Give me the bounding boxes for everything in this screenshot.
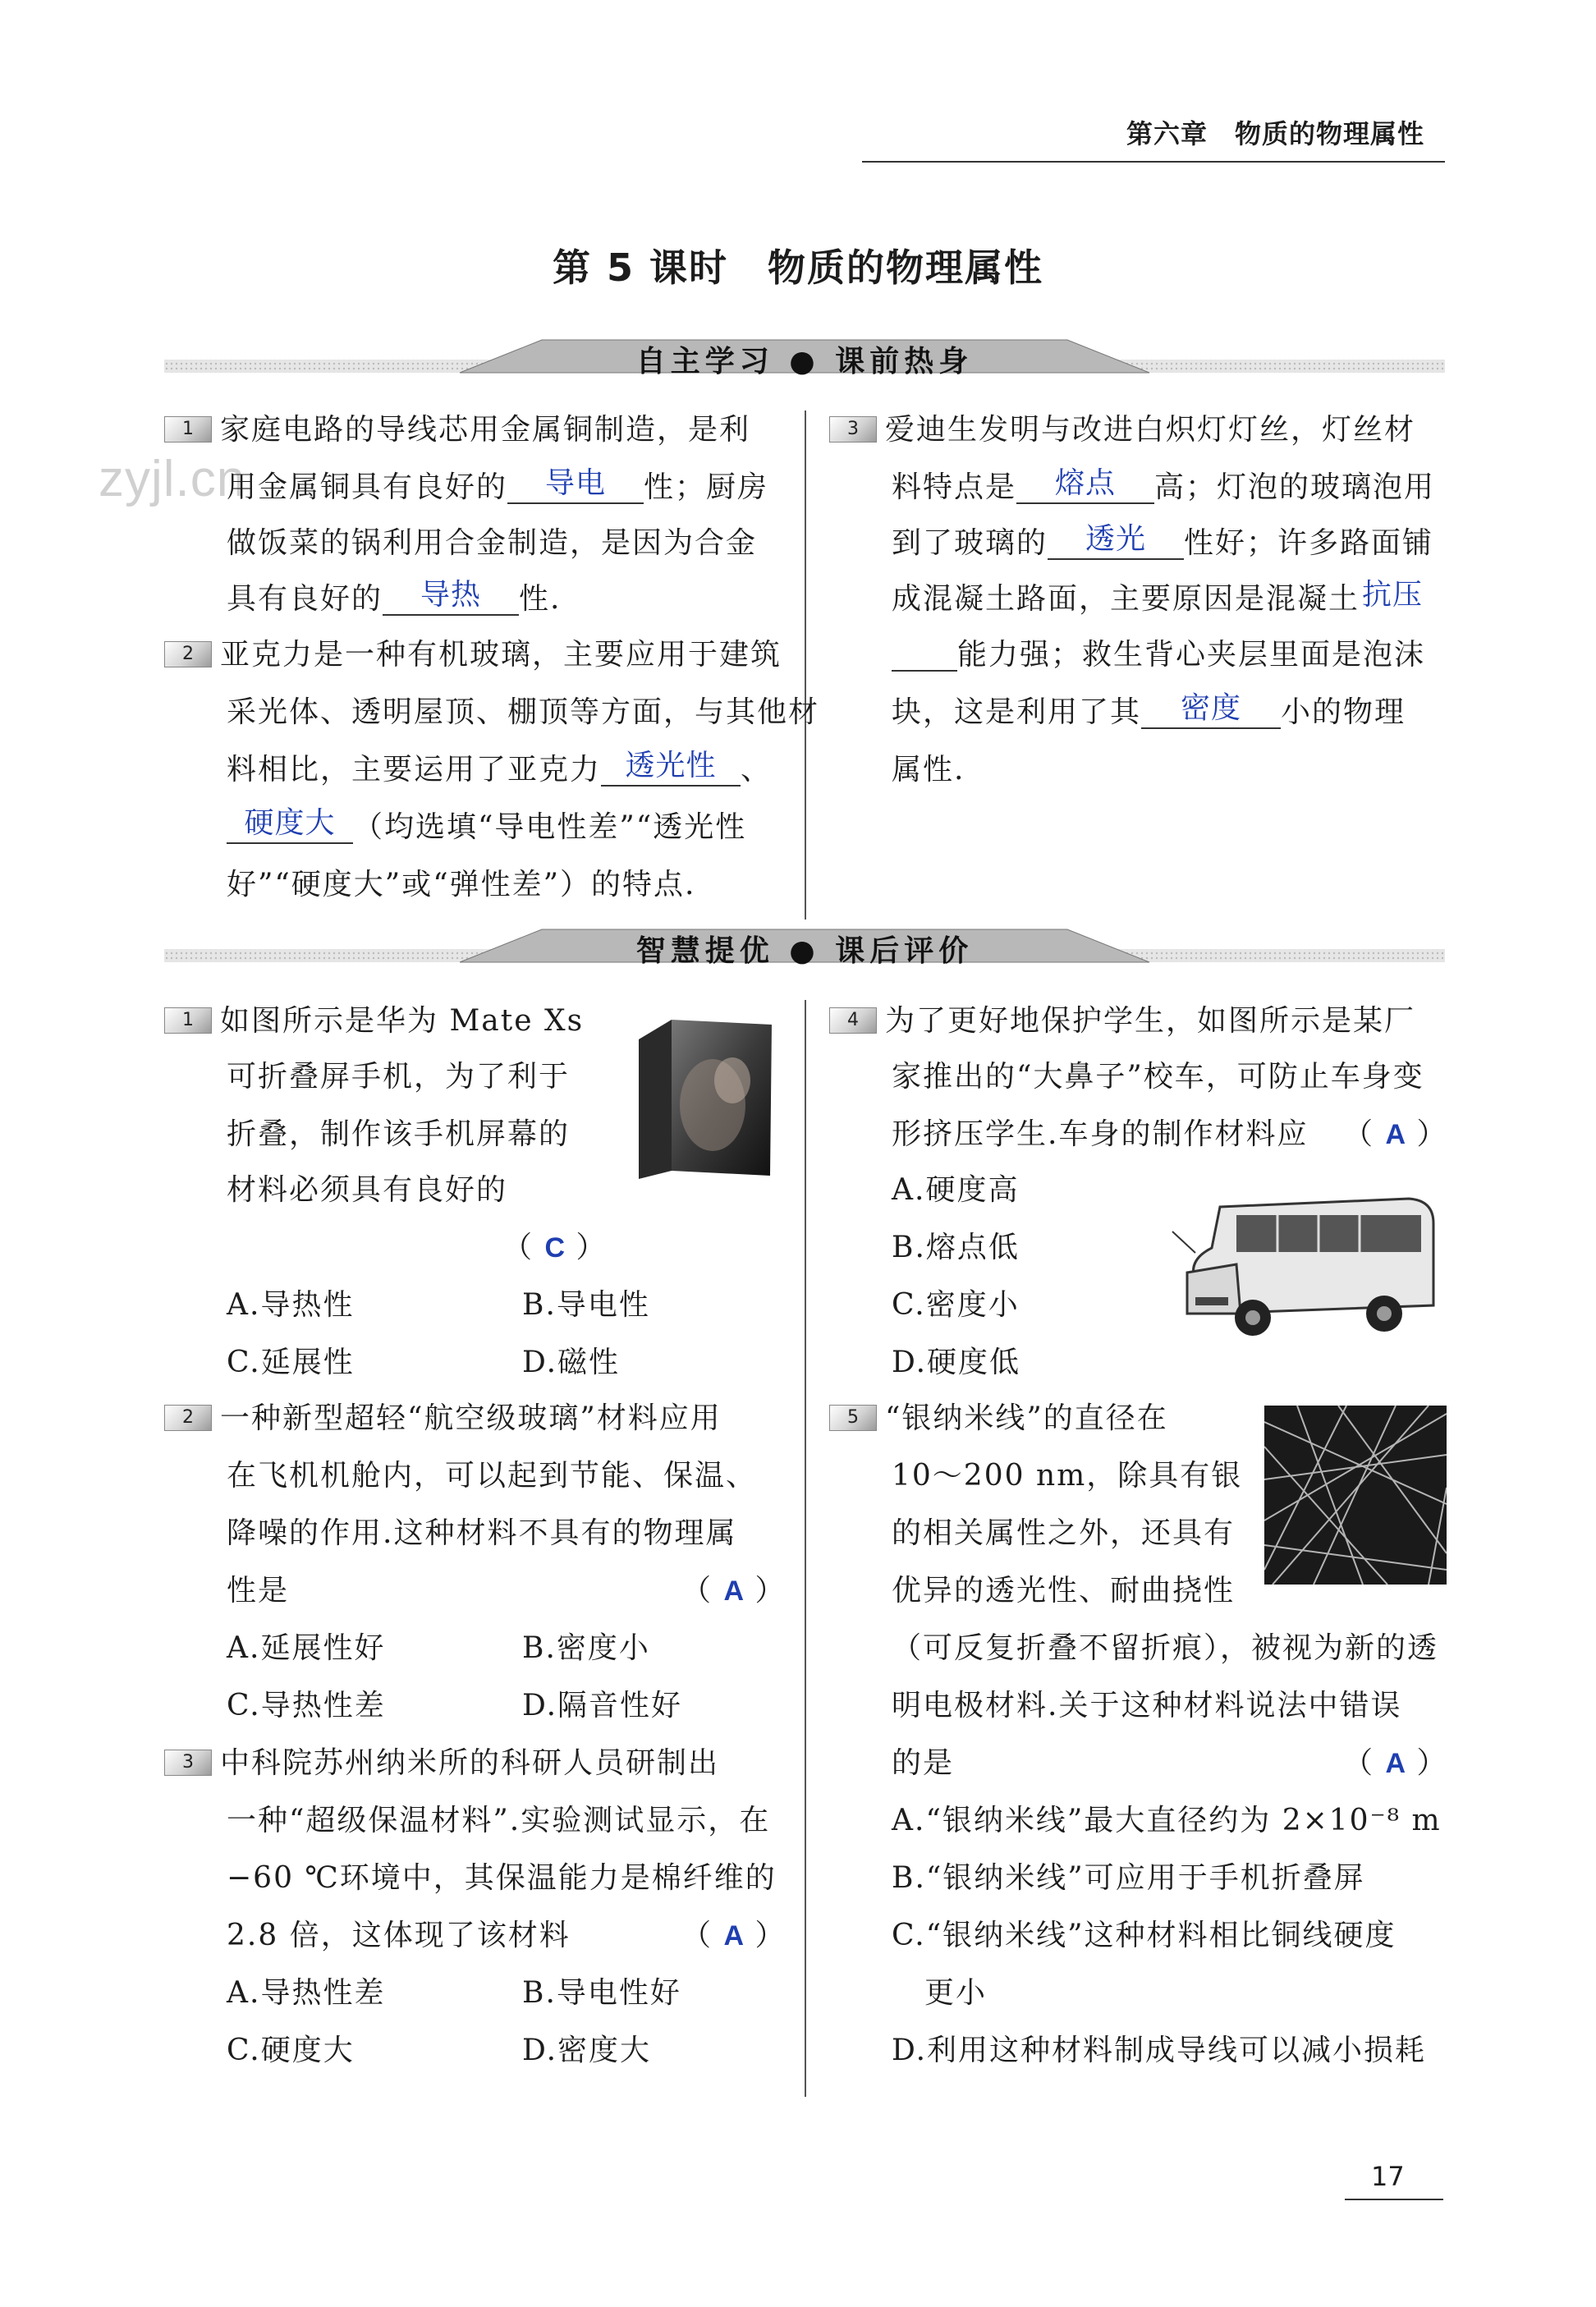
- post-q2-option-d: D.隔音性好: [522, 1689, 683, 1722]
- pre-q3-line7: 属性.: [892, 753, 965, 787]
- post-q2-option-a: A.延展性好: [227, 1631, 386, 1665]
- question-number: 1: [164, 416, 212, 443]
- pre-q1-line2: 用金属铜具有良好的 导电 性；厨房: [227, 466, 769, 504]
- answer-blank: [892, 637, 957, 672]
- school-bus-image: [1163, 1182, 1438, 1338]
- phone-illustration: [634, 1015, 775, 1184]
- answer-blank: [601, 748, 741, 787]
- post-q5-option-a: A.“银纳米线”最大直径约为 2×10⁻⁸ m: [892, 1804, 1442, 1837]
- question-number: 4: [829, 1007, 877, 1034]
- post-q4-option-b: B.熔点低: [892, 1231, 1020, 1264]
- answer-blank: [1360, 577, 1425, 614]
- question-number: 2: [164, 1405, 212, 1431]
- pre-q3-line3: 到了玻璃的 透光 性好；许多路面铺: [892, 521, 1434, 560]
- post-q5-line1: 5 “银纳米线”的直径在: [829, 1401, 1168, 1437]
- post-q5-option-c-cont: 更小: [924, 1976, 988, 2010]
- post-q4-option-a: A.硬度高: [892, 1173, 1020, 1207]
- post-q1-option-b: B.导电性: [522, 1288, 650, 1322]
- answer-blank: [1048, 521, 1184, 560]
- foldable-phone-image: [634, 1015, 775, 1184]
- post-q5-line7: 的是: [892, 1746, 955, 1780]
- pre-q2-line5: 好”“硬度大”或“弹性差”）的特点.: [227, 868, 696, 901]
- post-q2-option-b: B.密度小: [522, 1631, 650, 1665]
- choice-answer: A: [1385, 1119, 1406, 1150]
- watermark: zyjl.cn: [99, 451, 246, 507]
- post-q4-answer: （ A ）: [1343, 1117, 1448, 1151]
- page-number-rule: [1345, 2199, 1443, 2200]
- section-banner-post: [164, 926, 1445, 968]
- post-q3-option-a: A.导热性差: [227, 1976, 386, 2010]
- answer-text: 抗压: [1362, 577, 1424, 611]
- bus-illustration: [1163, 1182, 1438, 1338]
- answer-blank: [1016, 466, 1154, 504]
- post-q5-answer: （ A ）: [1343, 1746, 1448, 1780]
- answer-blank: [507, 466, 644, 504]
- choice-answer: A: [1385, 1748, 1406, 1779]
- post-q5-option-b: B.“银纳米线”可应用于手机折叠屏: [892, 1861, 1365, 1895]
- question-number: 5: [829, 1405, 877, 1431]
- post-q1-option-c: C.延展性: [227, 1346, 355, 1379]
- post-q4-line3: 形挤压学生.车身的制作材料应: [892, 1117, 1309, 1151]
- post-q2-line2: 在飞机机舱内，可以起到节能、保温、: [227, 1459, 758, 1493]
- post-q1-line4: 材料必须具有良好的: [227, 1173, 508, 1207]
- post-q4-option-c: C.密度小: [892, 1288, 1020, 1322]
- lesson-title: 第 5 课时 物质的物理属性: [552, 245, 1044, 290]
- post-q3-option-d: D.密度大: [522, 2034, 652, 2067]
- pre-q2-line4: 硬度大 （均选填“导电性差”“透光性: [227, 810, 746, 846]
- post-q5-line6: 明电极材料.关于这种材料说法中错误: [892, 1689, 1402, 1722]
- post-q5-option-c: C.“银纳米线”这种材料相比铜线硬度: [892, 1919, 1396, 1952]
- section-title-post: 智慧提优 ● 课后评价: [635, 934, 974, 968]
- post-q4-option-d: D.硬度低: [892, 1346, 1021, 1379]
- post-q3-option-b: B.导电性好: [522, 1976, 681, 2010]
- post-q2-line3: 降噪的作用.这种材料不具有的物理属: [227, 1516, 737, 1550]
- answer-blank: [227, 805, 353, 844]
- chapter-header: 第六章 物质的物理属性: [1126, 118, 1425, 149]
- answer-text: 透光性: [625, 748, 717, 782]
- pre-q1-line4: 具有良好的 导热 性.: [227, 577, 562, 616]
- header-rule: [862, 161, 1445, 163]
- post-q4-line1: 4 为了更好地保护学生，如图所示是某厂: [829, 1003, 1415, 1039]
- silver-nanowire-image: [1264, 1406, 1447, 1585]
- question-number: 3: [829, 416, 877, 443]
- post-q1-line3: 折叠，制作该手机屏幕的: [227, 1117, 571, 1151]
- post-q3-line4: 2.8 倍，这体现了该材料: [227, 1919, 571, 1952]
- post-q3-line2: 一种“超级保温材料”.实验测试显示，在: [227, 1804, 771, 1837]
- choice-answer: A: [723, 1920, 745, 1952]
- post-q1-line1: 1 如图所示是华为 Mate Xs: [164, 1003, 584, 1039]
- post-q2-line4: 性是: [227, 1574, 290, 1608]
- answer-text: 熔点: [1055, 466, 1117, 499]
- post-q5-line5: （可反复折叠不留折痕），被视为新的透: [892, 1631, 1439, 1665]
- choice-answer: C: [544, 1232, 566, 1264]
- question-number: 1: [164, 1007, 212, 1034]
- post-q2-answer: （ A ）: [681, 1574, 787, 1608]
- pre-q3-line2: 料特点是 熔点 高；灯泡的玻璃泡用: [892, 466, 1436, 504]
- answer-text: 硬度大: [244, 805, 336, 839]
- pre-q1-line1: 1 家庭电路的导线芯用金属铜制造，是利: [164, 412, 750, 448]
- nanowire-illustration: [1264, 1406, 1447, 1585]
- pre-q2-line3: 料相比，主要运用了亚克力 透光性 、: [227, 748, 773, 787]
- pre-q1-line3: 做饭菜的锅利用合金制造，是因为合金: [227, 526, 758, 560]
- post-q1-answer: （ C ）: [502, 1231, 608, 1264]
- pre-q3-line4: 成混凝土路面，主要原因是混凝土抗压: [892, 581, 1425, 617]
- question-number: 2: [164, 641, 212, 667]
- post-q3-line1: 3 中科院苏州纳米所的科研人员研制出: [164, 1745, 719, 1782]
- pre-q2-line2: 采光体、透明屋顶、棚顶等方面，与其他材: [227, 695, 820, 729]
- post-q5-line2: 10～200 nm，除具有银: [892, 1459, 1243, 1493]
- post-q2-option-c: C.导热性差: [227, 1689, 386, 1722]
- answer-blank: [1141, 690, 1281, 729]
- column-separator: [805, 410, 806, 920]
- post-q1-option-d: D.磁性: [522, 1346, 621, 1379]
- post-q5-line4: 优异的透光性、耐曲挠性: [892, 1574, 1236, 1608]
- post-q5-line3: 的相关属性之外，还具有: [892, 1516, 1236, 1550]
- post-q3-answer: （ A ）: [681, 1919, 787, 1952]
- post-q5-option-d: D.利用这种材料制成导线可以减小损耗: [892, 2034, 1427, 2067]
- answer-blank: [383, 577, 519, 616]
- pre-q3-line1: 3 爱迪生发明与改进白炽灯灯丝，灯丝材: [829, 412, 1415, 448]
- section-banner-pre: [164, 337, 1445, 378]
- answer-text: 导电: [545, 466, 607, 499]
- post-q1-option-a: A.导热性: [227, 1288, 355, 1322]
- section-title-pre: 自主学习 ● 课前热身: [635, 345, 974, 378]
- answer-text: 密度: [1181, 690, 1242, 724]
- post-q2-line1: 2 一种新型超轻“航空级玻璃”材料应用: [164, 1401, 722, 1437]
- post-q3-option-c: C.硬度大: [227, 2034, 355, 2067]
- column-separator: [805, 1000, 806, 2097]
- choice-answer: A: [723, 1575, 745, 1607]
- answer-text: 导热: [420, 577, 482, 611]
- pre-q3-line5: 能力强；救生背心夹层里面是泡沫: [892, 637, 1425, 673]
- post-q4-line2: 家推出的“大鼻子”校车，可防止车身变: [892, 1060, 1424, 1094]
- post-q3-line3: −60 ℃环境中，其保温能力是棉纤维的: [227, 1861, 777, 1895]
- post-q1-line2: 可折叠屏手机，为了利于: [227, 1060, 571, 1094]
- question-number: 3: [164, 1750, 212, 1776]
- answer-text: 透光: [1085, 521, 1147, 555]
- pre-q2-line1: 2 亚克力是一种有机玻璃，主要应用于建筑: [164, 637, 782, 673]
- pre-q3-line6: 块，这是利用了其 密度 小的物理: [892, 690, 1406, 729]
- page-number: 17: [1371, 2161, 1405, 2192]
